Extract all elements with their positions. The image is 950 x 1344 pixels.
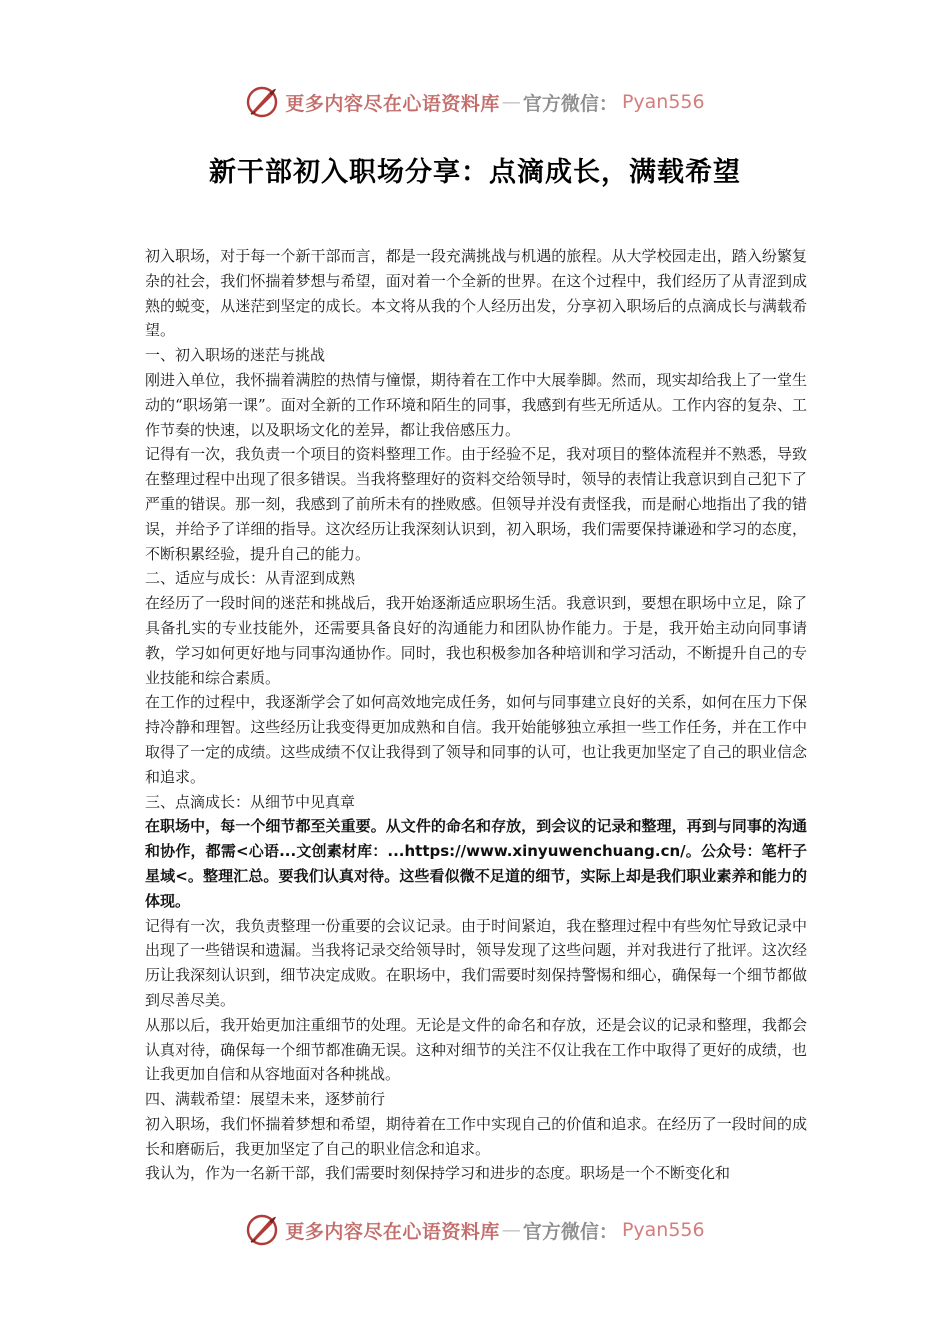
banner-brand-text: 更多内容尽在心语资料库: [285, 92, 500, 115]
page-title: 新干部初入职场分享：点滴成长，满载希望: [209, 157, 741, 188]
section-heading: 二、适应与成长：从青涩到成熟: [145, 569, 356, 588]
paragraph: 从那以后，我开始更加注重细节的处理。无论是文件的命名和存放，还是会议的记录和整理，我都会认真对待，确保每一个细节都准确无误。这种对细节的关注不仅让我在工作中取得了更好的成绩，也让我更加自信和从容地面对各种挑战。: [145, 1015, 807, 1084]
bold-paragraph: 在职场中，每一个细节都至关重要。从文件的命名和存放，到会议的记录和整理，再到与同事的沟通和协作，都需<心语...文创素材库：...https://www.xinyuwenchuang.cn/。公众号：笔杆子星域<。整理汇总。要我们认真对待。这些看似微不足道的细节，实际上却是我们职业素养和能力的体现。: [145, 817, 807, 910]
banner-brand-text: 更多内容尽在心语资料库: [285, 1220, 500, 1243]
paragraph: 我认为，作为一名新干部，我们需要时刻保持学习和进步的态度。职场是一个不断变化和: [145, 1164, 731, 1183]
banner-dash: —: [501, 91, 521, 113]
paragraph: 刚进入单位，我怀揣着满腔的热情与憧憬，期待着在工作中大展拳脚。然而，现实却给我上了一堂生动的“职场第一课”。面对全新的工作环境和陌生的同事，我感到有些无所适从。工作内容的复杂、工作节奏的快速，以及职场文化的差异，都让我倍感压力。: [145, 370, 807, 439]
section-heading: 一、初入职场的迷茫与挑战: [145, 346, 326, 365]
paragraph: 在经历了一段时间的迷茫和挑战后，我开始逐渐适应职场生活。我意识到，要想在职场中立足，除了具备扎实的专业技能外，还需要具备良好的沟通能力和团队协作能力。于是，我开始主动向同事请教，学习如何更好地与同事沟通协作。同时，我也积极参加各种培训和学习活动，不断提升自己的专业技能和综合素质。: [145, 594, 807, 687]
paragraph: 初入职场，我们怀揣着梦想和希望，期待着在工作中实现自己的价值和追求。在经历了一段时间的成长和磨砺后，我更加坚定了自己的职业信念和追求。: [145, 1114, 807, 1158]
section-heading: 四、满载希望：展望未来，逐梦前行: [145, 1090, 386, 1109]
banner-wechat-id: Pyan556: [621, 91, 705, 113]
section-heading: 三、点滴成长：从细节中见真章: [145, 792, 356, 811]
article-body: [145, 244, 807, 1186]
paragraph: 记得有一次，我负责一个项目的资料整理工作。由于经验不足，我对项目的整体流程并不熟悉，导致在整理过程中出现了很多错误。当我将整理好的资料交给领导时，领导的表情让我意识到自己犯下了严重的错误。那一刻，我感到了前所未有的挫败感。但领导并没有责怪我，而是耐心地指出了我的错误，并给予了详细的指导。这次经历让我深刻认识到，初入职场，我们需要保持谦逊和学习的态度，不断积累经验，提升自己的能力。: [145, 445, 807, 563]
paragraph: 在工作的过程中，我逐渐学会了如何高效地完成任务，如何与同事建立良好的关系，如何在压力下保持冷静和理智。这些经历让我变得更加成熟和自信。我开始能够独立承担一些工作任务，并在工作中取得了一定的成绩。这些成绩不仅让我得到了领导和同事的认可，也让我更加坚定了自己的职业信念和追求。: [145, 693, 807, 786]
banner-dash: —: [501, 1219, 521, 1241]
quill-pen-logo-icon: [245, 1213, 279, 1247]
paragraph: 初入职场，对于每一个新干部而言，都是一段充满挑战与机遇的旅程。从大学校园走出，踏入纷繁复杂的社会，我们怀揣着梦想与希望，面对着一个全新的世界。在这个过程中，我们经历了从青涩到成熟的蜕变，从迷茫到坚定的成长。本文将从我的个人经历出发，分享初入职场后的点滴成长与满载希望。: [145, 247, 807, 340]
paragraph: 记得有一次，我负责整理一份重要的会议记录。由于时间紧迫，我在整理过程中有些匆忙导致记录中出现了一些错误和遗漏。当我将记录交给领导时，领导发现了这些问题，并对我进行了批评。这次经历让我深刻认识到，细节决定成败。在职场中，我们需要时刻保持警惕和细心，确保每一个细节都做到尽善尽美。: [145, 916, 807, 1009]
footer-banner: [0, 1210, 950, 1250]
banner-wechat-label: 官方微信：: [522, 1220, 618, 1243]
banner-wechat-id: Pyan556: [621, 1219, 705, 1241]
banner-wechat-label: 官方微信：: [522, 92, 618, 115]
header-banner: [0, 82, 950, 122]
quill-pen-logo-icon: [245, 85, 279, 119]
